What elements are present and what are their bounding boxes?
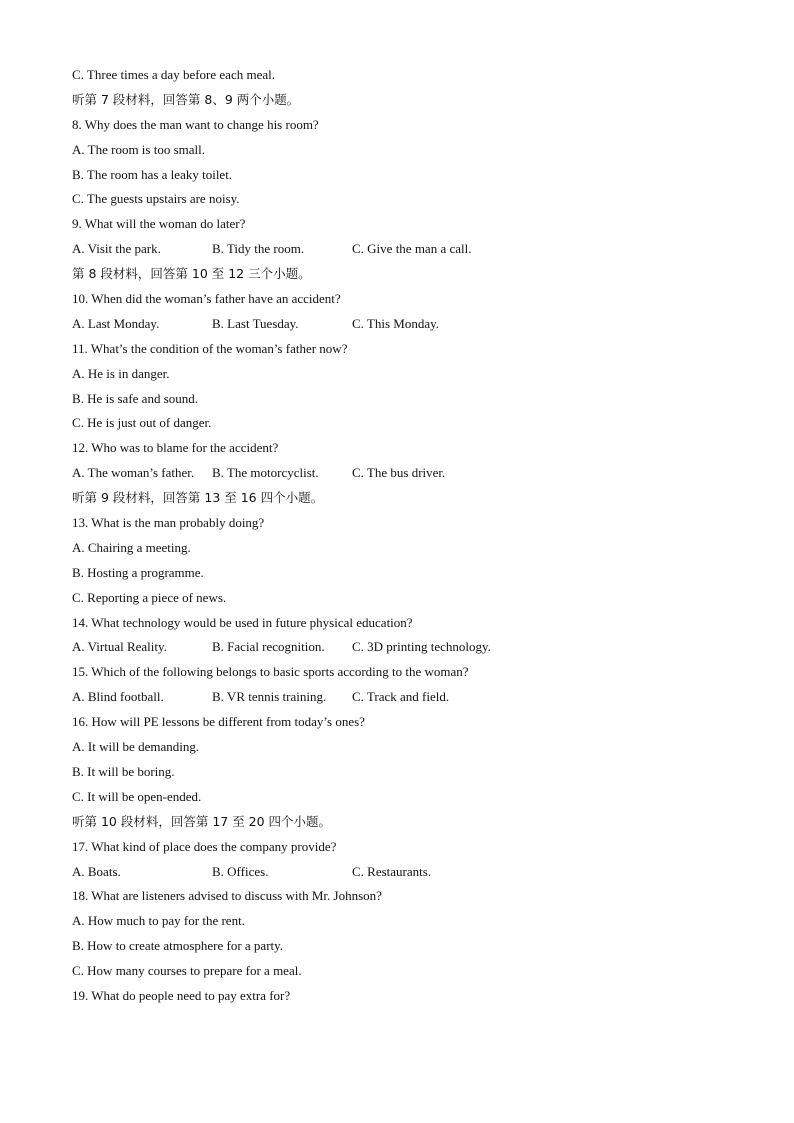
- answer-option-a: A. Last Monday.: [72, 315, 160, 331]
- options-row: [72, 237, 722, 262]
- answer-option-c: C. Track and field.: [352, 689, 450, 705]
- answer-option: C. The guests upstairs are noisy.: [72, 191, 240, 207]
- answer-option-c: C. Give the man a call.: [352, 241, 472, 257]
- answer-option-b: B. Tidy the room.: [212, 241, 305, 257]
- section-heading: 第 8 段材料，回答第 10 至 12 三个小题。: [72, 266, 311, 282]
- question-text: 13. What is the man probably doing?: [72, 515, 265, 531]
- answer-option-b: B. Offices.: [212, 863, 269, 879]
- answer-option: A. How much to pay for the rent.: [72, 913, 245, 929]
- answer-option: B. Hosting a programme.: [72, 564, 204, 580]
- answer-option-a: A. The woman’s father.: [72, 465, 195, 481]
- answer-option-c: C. 3D printing technology.: [352, 639, 491, 655]
- answer-option-c: C. This Monday.: [352, 315, 440, 331]
- question-text: 17. What kind of place does the company provide?: [72, 838, 337, 854]
- answer-option: A. The room is too small.: [72, 141, 206, 157]
- answer-option-c: C. Restaurants.: [352, 863, 432, 879]
- answer-option: B. How to create atmosphere for a party.: [72, 938, 284, 954]
- question-text: 16. How will PE lessons be different from today’s ones?: [72, 714, 365, 730]
- question-text: 9. What will the woman do later?: [72, 216, 246, 232]
- options-row: [72, 312, 722, 337]
- options-row: [72, 635, 722, 660]
- section-heading: 听第 9 段材料，回答第 13 至 16 四个小题。: [72, 490, 324, 506]
- answer-option: B. He is safe and sound.: [72, 390, 199, 406]
- answer-option: B. It will be boring.: [72, 763, 175, 779]
- answer-option-a: A. Boats.: [72, 863, 121, 879]
- answer-option-a: A. Visit the park.: [72, 241, 161, 257]
- answer-option-a: A. Virtual Reality.: [72, 639, 167, 655]
- options-row: [72, 860, 722, 885]
- exam-page: [72, 63, 722, 1009]
- answer-option: A. It will be demanding.: [72, 739, 200, 755]
- question-text: 18. What are listeners advised to discuss with Mr. Johnson?: [72, 888, 382, 904]
- question-text: 15. Which of the following belongs to basic sports according to the woman?: [72, 664, 469, 680]
- answer-option-a: A. Blind football.: [72, 689, 164, 705]
- question-text: 10. When did the woman’s father have an accident?: [72, 291, 341, 307]
- options-row: [72, 685, 722, 710]
- answer-option-c: C. The bus driver.: [352, 465, 446, 481]
- question-text: 14. What technology would be used in future physical education?: [72, 614, 413, 630]
- question-text: 19. What do people need to pay extra for?: [72, 987, 291, 1003]
- answer-option: B. The room has a leaky toilet.: [72, 166, 233, 182]
- answer-option: C. Reporting a piece of news.: [72, 589, 227, 605]
- question-text: 11. What’s the condition of the woman’s father now?: [72, 340, 348, 356]
- answer-option-b: B. Facial recognition.: [212, 639, 325, 655]
- answer-option: C. Three times a day before each meal.: [72, 67, 275, 82]
- section-heading: 听第 7 段材料，回答第 8、9 两个小题。: [72, 91, 300, 107]
- answer-option: A. He is in danger.: [72, 365, 170, 381]
- answer-option-b: B. VR tennis training.: [212, 689, 327, 705]
- answer-option: C. How many courses to prepare for a meal.: [72, 963, 302, 979]
- question-text: 8. Why does the man want to change his room?: [72, 116, 319, 132]
- answer-option-b: B. The motorcyclist.: [212, 465, 319, 481]
- options-row: [72, 461, 722, 486]
- section-heading: 听第 10 段材料，回答第 17 至 20 四个小题。: [72, 813, 332, 829]
- answer-option: A. Chairing a meeting.: [72, 539, 191, 555]
- answer-option: C. He is just out of danger.: [72, 415, 212, 431]
- question-text: 12. Who was to blame for the accident?: [72, 440, 279, 456]
- answer-option: C. It will be open-ended.: [72, 788, 202, 804]
- answer-option-b: B. Last Tuesday.: [212, 315, 299, 331]
